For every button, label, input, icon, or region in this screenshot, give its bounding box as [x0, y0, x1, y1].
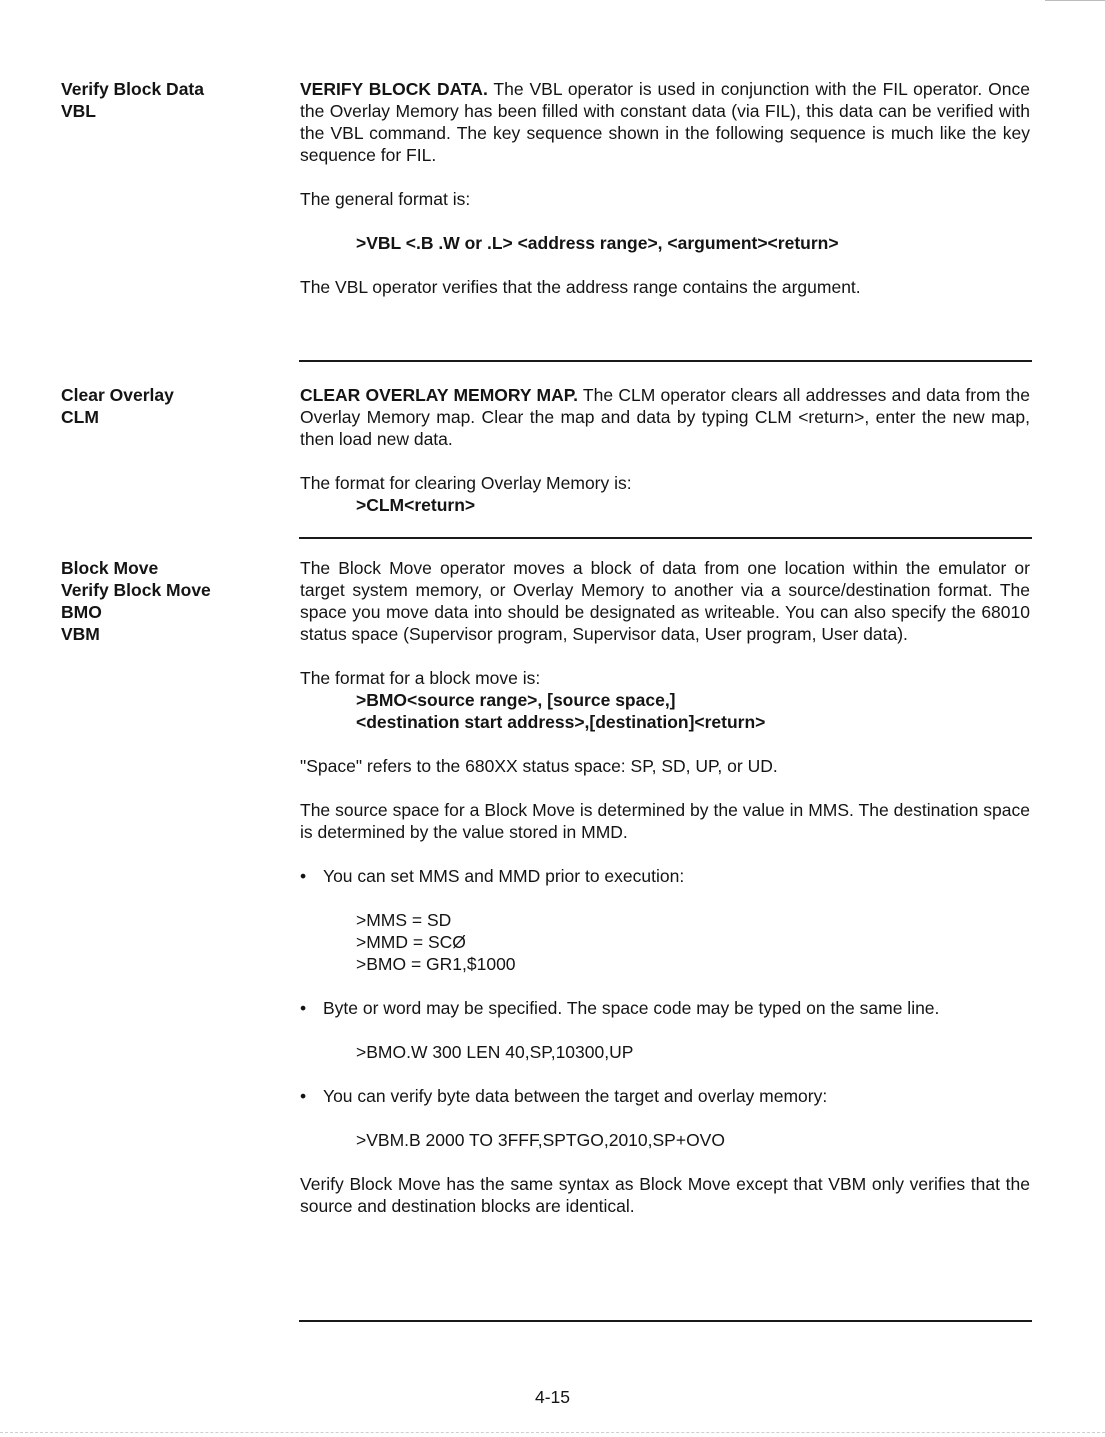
paragraph: The source space for a Block Move is determined by the value in MMS. The destination space is determined by the value stored in MMD. [300, 800, 1030, 842]
side-label: Verify Block Move [61, 580, 211, 600]
paragraph: Verify Block Move has the same syntax as Block Move except that VBM only verifies that the source and destination blocks are identical. [300, 1174, 1030, 1216]
code-line: >BMO.W 300 LEN 40,SP,10300,UP [356, 1042, 634, 1062]
side-label: Verify Block Data [61, 79, 204, 99]
scan-artifact-top [1045, 0, 1105, 1]
section-body-bmo [300, 557, 1030, 1239]
bullet-text: You can verify byte data between the target and overlay memory: [323, 1086, 828, 1106]
section-body-clm [300, 384, 1030, 538]
side-label: VBL [61, 101, 96, 121]
section-body-vbl [300, 78, 1030, 320]
command-line: >CLM<return> [356, 495, 476, 515]
command-line: >VBL <.B .W or .L> <address range>, <argument><return> [356, 233, 839, 253]
side-label: Block Move [61, 558, 159, 578]
bullet-dot: • [300, 1086, 307, 1106]
command-syntax [300, 232, 1030, 254]
bullet-text: You can set MMS and MMD prior to execution: [323, 866, 685, 886]
bullet-dot: • [300, 998, 307, 1018]
bullet-item [300, 997, 1030, 1019]
code-line: >BMO = GR1,$1000 [356, 954, 516, 974]
command-syntax [300, 689, 1030, 733]
sidebar-labels-bmo [61, 557, 281, 645]
command-line: >BMO<source range>, [source space,] [356, 690, 676, 710]
command-syntax [300, 494, 1030, 516]
side-label: BMO [61, 602, 102, 622]
code-line: >MMD = SCØ [356, 932, 466, 952]
section-divider [299, 1320, 1032, 1322]
paragraph: The Block Move operator moves a block of data from one location within the emulator or target system memory, or Overlay Memory to another via a source/destination format. The space you move data into should be designated as writeable. You can also specify the 68010 status space (Supervisor program, Supervisor data, User program, User data). [300, 558, 1030, 644]
format-label: The general format is: [300, 189, 471, 209]
section-divider [299, 360, 1032, 362]
bullet-dot: • [300, 866, 307, 886]
bullet-text: Byte or word may be specified. The space code may be typed on the same line. [323, 998, 940, 1018]
code-line: >VBM.B 2000 TO 3FFF,SPTGO,2010,SP+OVO [356, 1130, 725, 1150]
scan-artifact-bottom [0, 1432, 1105, 1433]
side-label: Clear Overlay [61, 385, 174, 405]
paragraph [300, 78, 1030, 166]
code-example [300, 1129, 1030, 1151]
paragraph: "Space" refers to the 680XX status space: SP, SD, UP, or UD. [300, 756, 778, 776]
paragraph [300, 384, 1030, 450]
section-heading: CLEAR OVERLAY MEMORY MAP. [300, 385, 578, 405]
code-line: >MMS = SD [356, 910, 452, 930]
bullet-item [300, 865, 1030, 887]
code-example [300, 1041, 1030, 1063]
format-label: The format for clearing Overlay Memory is: [300, 473, 632, 493]
side-label: CLM [61, 407, 99, 427]
section-divider [299, 537, 1032, 539]
paragraph-text: The CLM operator clears all addresses and data from the Overlay Memory map. Clear the map and data by typing CLM <return>, enter the new map, then load new data. [300, 385, 1030, 449]
sidebar-labels-vbl [61, 78, 281, 122]
side-label: VBM [61, 624, 100, 644]
paragraph-text: The VBL operator is used in conjunction with the FIL operator. Once the Overlay Memory has been filled with constant data (via FIL), this data can be verified with the VBL command. The key sequence shown in the following sequence is much like the key sequence for FIL. [300, 79, 1030, 165]
paragraph: The VBL operator verifies that the address range contains the argument. [300, 277, 861, 297]
format-label: The format for a block move is: [300, 668, 541, 688]
section-heading: VERIFY BLOCK DATA. [300, 79, 488, 99]
page-number: 4-15 [534, 1387, 571, 1407]
bullet-item [300, 1085, 1030, 1107]
command-line: <destination start address>,[destination]<return> [356, 712, 766, 732]
sidebar-labels-clm [61, 384, 281, 428]
code-example [300, 909, 1030, 975]
